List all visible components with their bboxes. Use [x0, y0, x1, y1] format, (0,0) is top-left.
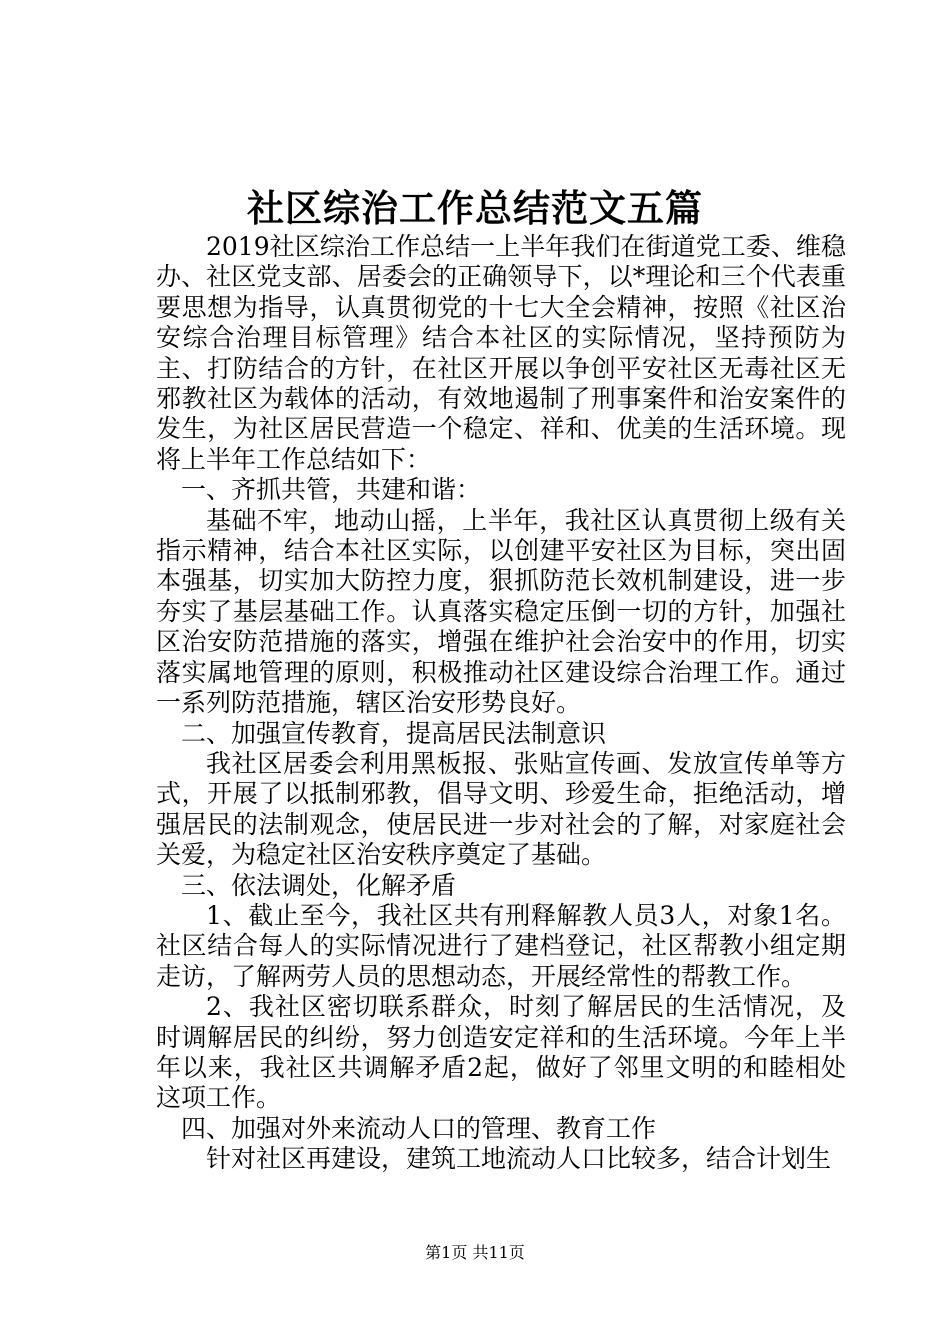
- intro-paragraph: 2019社区综治工作总结一上半年我们在街道党工委、维稳办、社区党支部、居委会的正确领导下，以*理论和三个代表重要思想为指导，认真贯彻党的十七大全会精神，按照《社区治安综合治理目标管理》结合本社区的实际情况，坚持预防为主、打防结合的方针，在社区开展以争创平安社区无毒社区无邪教社区为载体的活动，有效地遏制了刑事案件和治安案件的发生，为社区居民营造一个稳定、祥和、优美的生活环境。现将上半年工作总结如下：: [156, 232, 846, 474]
- page-footer: [0, 1242, 950, 1264]
- document-body: [156, 232, 846, 1175]
- section-heading-1: 一、齐抓共管，共建和谐：: [181, 475, 482, 505]
- section-heading-3: 三、依法调处，化解矛盾: [181, 870, 457, 900]
- section-heading-4: 四、加强对外来流动人口的管理、教育工作: [181, 1113, 657, 1143]
- document-title: 社区综治工作总结范文五篇: [247, 186, 703, 230]
- section-heading-2: 二、加强宣传教育，提高居民法制意识: [181, 718, 607, 748]
- page-number: 第1页 共11页: [425, 1243, 525, 1262]
- section-2-paragraph: 我社区居委会利用黑板报、张贴宣传画、发放宣传单等方式，开展了以抵制邪教，倡导文明、珍爱生命，拒绝活动，增强居民的法制观念，使居民进一步对社会的了解，对家庭社会关爱，为稳定社区治安秩序奠定了基础。: [156, 748, 846, 870]
- section-3-item-2: 2、我社区密切联系群众，时刻了解居民的生活情况，及时调解居民的纠纷，努力创造安定祥和的生活环境。今年上半年以来，我社区共调解矛盾2起，做好了邻里文明的和睦相处这项工作。: [156, 992, 846, 1113]
- section-1-paragraph: 基础不牢，地动山摇，上半年，我社区认真贯彻上级有关指示精神，结合本社区实际，以创建平安社区为目标，突出固本强基，切实加大防控力度，狠抓防范长效机制建设，进一步夯实了基层基础工作。认真落实稳定压倒一切的方针，加强社区治安防范措施的落实，增强在维护社会治安中的作用，切实落实属地管理的原则，积极推动社区建设综合治理工作。通过一系列防范措施，辖区治安形势良好。: [156, 505, 846, 718]
- section-4-paragraph: 针对社区再建设，建筑工地流动人口比较多，结合计划生: [206, 1144, 832, 1174]
- section-3-item-1: 1、截止至今，我社区共有刑释解教人员3人，对象1名。社区结合每人的实际情况进行了建档登记，社区帮教小组定期走访，了解两劳人员的思想动态，开展经常性的帮教工作。: [156, 900, 846, 991]
